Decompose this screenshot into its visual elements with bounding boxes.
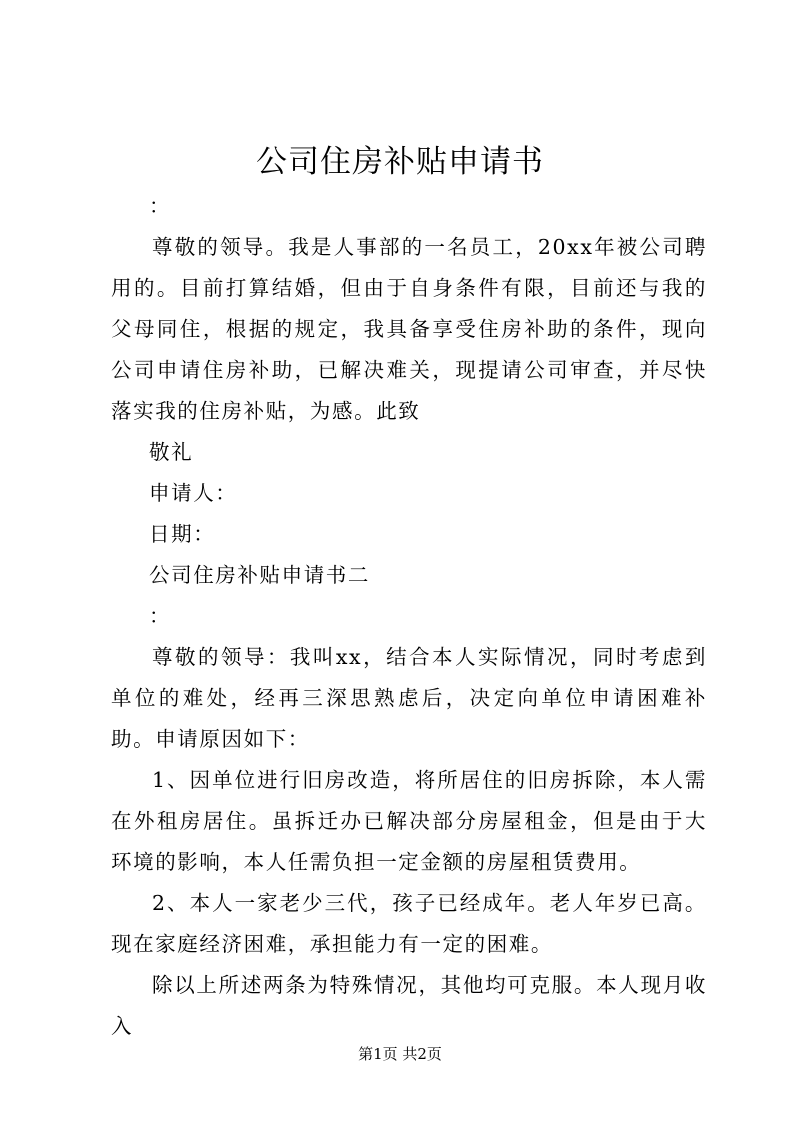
document-body bbox=[111, 186, 707, 1047]
paragraph-income: 除以上所述两条为特殊情况，其他均可克服。本人现月收入 bbox=[111, 973, 707, 1038]
paragraph-application-2: 尊敬的领导：我叫xx，结合本人实际情况，同时考虑到单位的难处，经再三深思熟虑后，决定向单位申请困难补助。申请原因如下： bbox=[111, 645, 707, 751]
paragraph-subtitle-2: 公司住房补贴申请书二 bbox=[149, 563, 370, 587]
document-title: 公司住房补贴申请书 bbox=[256, 144, 544, 180]
paragraph-application-1: 尊敬的领导。我是人事部的一名员工，20xx年被公司聘用的。目前打算结婚，但由于自身条件有限，目前还与我的父母同住，根据的规定，我具备享受住房补助的条件，现向公司申请住房补助，已解决难关，现提请公司审查，并尽快落实我的住房补贴，为感。此致 bbox=[111, 235, 707, 423]
paragraph-date: 日期： bbox=[149, 522, 216, 546]
paragraph-applicant: 申请人： bbox=[149, 481, 238, 505]
paragraph-reason-2: 2、本人一家老少三代，孩子已经成年。老人年岁已高。现在家庭经济困难，承担能力有一定的困难。 bbox=[111, 891, 707, 956]
paragraph-reason-1: 1、因单位进行旧房改造，将所居住的旧房拆除，本人需在外租房居住。虽拆迁办已解决部分房屋租金，但是由于大环境的影响，本人任需负担一定金额的房屋租赁费用。 bbox=[111, 768, 707, 874]
paragraph-salutation-2: ： bbox=[149, 604, 172, 628]
paragraph-regards: 敬礼 bbox=[149, 440, 194, 464]
page-number: 第1页 共2页 bbox=[358, 1045, 442, 1063]
paragraph-salutation: ： bbox=[149, 194, 172, 218]
